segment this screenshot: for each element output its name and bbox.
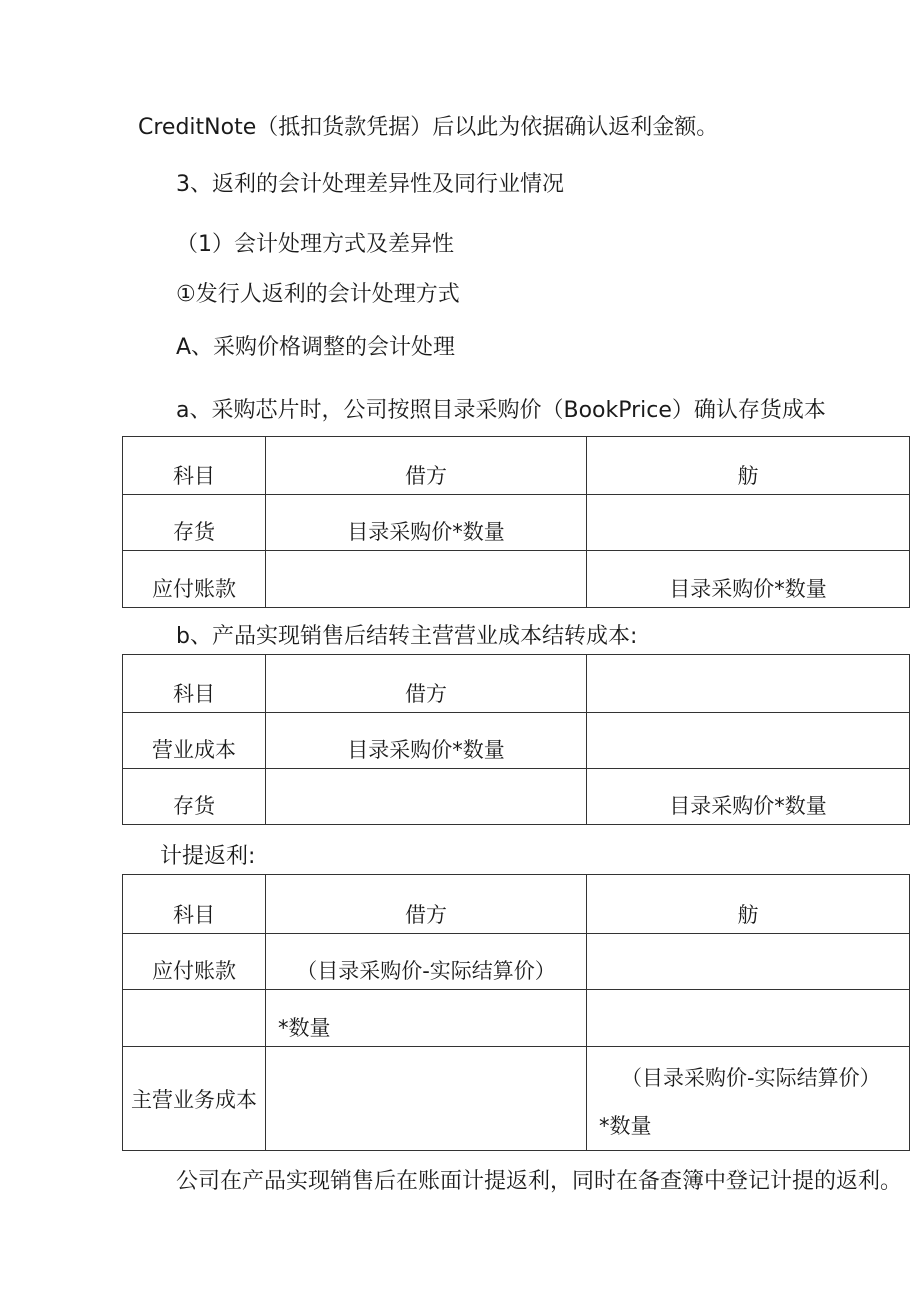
cell-credit bbox=[587, 1047, 910, 1151]
heading-rebate-accounting: 3、返利的会计处理差异性及同行业情况 bbox=[176, 172, 564, 197]
paragraph-accrue-rebate: 计提返利: bbox=[160, 844, 256, 869]
cell-subject: 存货 bbox=[123, 769, 266, 825]
paragraph-accrue-note: 公司在产品实现销售后在账面计提返利，同时在备查簿中登记计提的返利。 bbox=[176, 1169, 903, 1194]
cell-subject: 应付账款 bbox=[123, 551, 266, 608]
table-row bbox=[123, 990, 910, 1047]
cell-debit: *数量 bbox=[266, 990, 587, 1047]
header-debit: 借方 bbox=[266, 437, 587, 495]
header-credit bbox=[587, 655, 910, 713]
table-row bbox=[123, 769, 910, 825]
paragraph-credit-note: CreditNote（抵扣货款凭据）后以此为依据确认返利金额。 bbox=[138, 115, 719, 140]
cell-debit bbox=[266, 551, 587, 608]
header-credit: 舫 bbox=[587, 437, 910, 495]
cell-debit: （目录采购价-实际结算价） bbox=[266, 934, 587, 990]
header-subject: 科目 bbox=[123, 875, 266, 934]
cell-debit bbox=[266, 769, 587, 825]
ledger-table-purchase bbox=[122, 436, 910, 608]
table-row bbox=[123, 655, 910, 713]
table-row bbox=[123, 551, 910, 608]
credit-line-2: *数量 bbox=[599, 1114, 652, 1138]
cell-credit bbox=[587, 713, 910, 769]
ledger-table-cost bbox=[122, 654, 910, 825]
cell-debit: 目录采购价*数量 bbox=[266, 713, 587, 769]
cell-credit: 目录采购价*数量 bbox=[587, 551, 910, 608]
table-row bbox=[123, 934, 910, 990]
cell-credit bbox=[587, 934, 910, 990]
table-row bbox=[123, 437, 910, 495]
heading-issuer-method: ①发行人返利的会计处理方式 bbox=[176, 282, 460, 307]
cell-subject: 应付账款 bbox=[123, 934, 266, 990]
cell-subject: 营业成本 bbox=[123, 713, 266, 769]
cell-credit bbox=[587, 990, 910, 1047]
cell-credit bbox=[587, 495, 910, 551]
heading-accounting-method: （1）会计处理方式及差异性 bbox=[176, 232, 454, 257]
header-debit: 借方 bbox=[266, 875, 587, 934]
header-debit: 借方 bbox=[266, 655, 587, 713]
cell-debit bbox=[266, 1047, 587, 1151]
cell-subject: 主营业务成本 bbox=[123, 1047, 266, 1151]
ledger-table-rebate bbox=[122, 874, 910, 1151]
heading-price-adjustment: A、采购价格调整的会计处理 bbox=[176, 335, 456, 360]
cell-subject bbox=[123, 990, 266, 1047]
header-subject: 科目 bbox=[123, 437, 266, 495]
table-row bbox=[123, 713, 910, 769]
cell-credit: 目录采购价*数量 bbox=[587, 769, 910, 825]
header-subject: 科目 bbox=[123, 655, 266, 713]
paragraph-purchase-chip: a、采购芯片时，公司按照目录采购价（BookPrice）确认存货成本 bbox=[176, 398, 826, 423]
cell-subject: 存货 bbox=[123, 495, 266, 551]
header-credit: 舫 bbox=[587, 875, 910, 934]
table-row bbox=[123, 495, 910, 551]
paragraph-cost-transfer: b、产品实现销售后结转主营营业成本结转成本: bbox=[176, 624, 638, 649]
credit-line-1: （目录采购价-实际结算价） bbox=[621, 1066, 881, 1090]
table-row bbox=[123, 875, 910, 934]
table-row bbox=[123, 1047, 910, 1151]
cell-debit: 目录采购价*数量 bbox=[266, 495, 587, 551]
